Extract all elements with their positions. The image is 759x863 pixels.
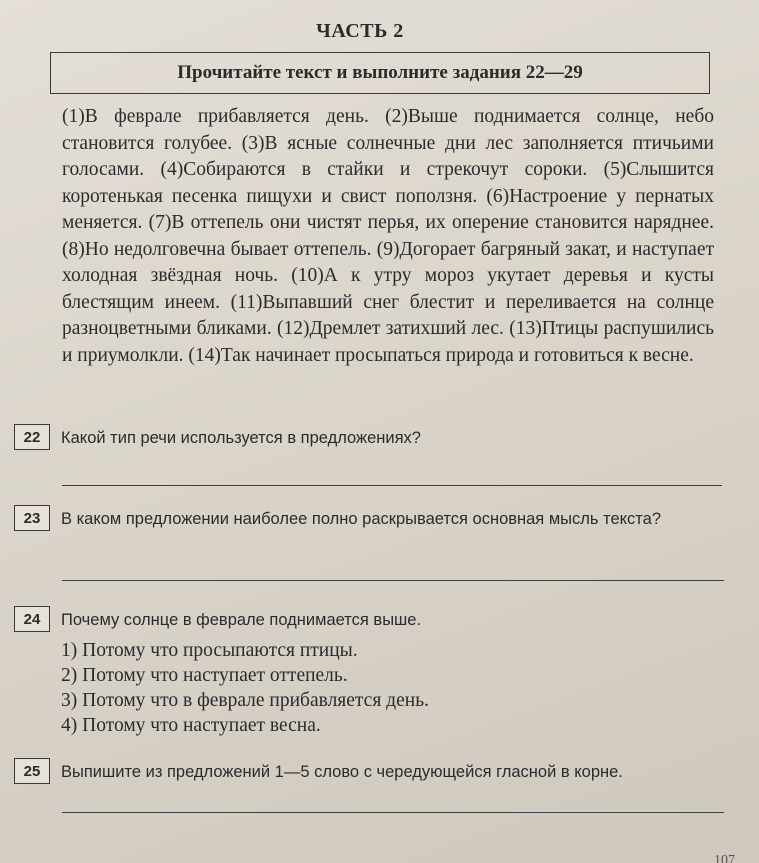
answer-line[interactable]: [62, 485, 722, 486]
task-question: Какой тип речи используется в предложениях?: [61, 429, 421, 447]
task-number: 24: [14, 606, 50, 632]
task-number: 22: [14, 424, 50, 450]
task-question: В каком предложении наиболее полно раскрывается основная мысль текста?: [61, 510, 662, 528]
reading-passage: (1)В феврале прибавляется день. (2)Выше поднимается солнце, небо становится голубее. (3)В ясные солнечные дни лес заполняется птичьими голосами. (4)Собираются в стайки и стрекочут сороки. (5)Слышится коротенькая песенка пищухи и свист поползня. (6)Настроение у пернатых меняется. (7)В оттепель они чистят перья, их оперение становится наряднее. (8)Но недолговечна бывает оттепель. (9)Догорает багряный закат, и наступает холодная звёздная ночь. (10)А к утру мороз укутает деревья и кусты блестящим инеем. (11)Выпавший снег блестит и переливается на солнце разноцветными бликами. (12)Дремлет затихший лес. (13)Птицы распушились и приумолкли. (14)Так начинает просыпаться природа и готовиться к весне.: [62, 106, 714, 366]
answer-line[interactable]: [62, 812, 724, 813]
part-title: ЧАСТЬ 2: [316, 20, 404, 42]
option-3[interactable]: 3) Потому что в феврале прибавляется день.: [61, 690, 429, 711]
instruction-box: [50, 52, 710, 94]
task-number: 25: [14, 758, 50, 784]
instruction-text: Прочитайте текст и выполните задания 22—29: [177, 62, 583, 83]
option-1[interactable]: 1) Потому что просыпаются птицы.: [61, 640, 358, 661]
task-number: 23: [14, 505, 50, 531]
task-question: Выпишите из предложений 1—5 слово с чередующейся гласной в корне.: [61, 763, 623, 781]
page-number: 107: [714, 853, 735, 863]
option-4[interactable]: 4) Потому что наступает весна.: [61, 715, 321, 736]
option-2[interactable]: 2) Потому что наступает оттепель.: [61, 665, 348, 686]
answer-line[interactable]: [62, 580, 724, 581]
task-question: Почему солнце в феврале поднимается выше.: [61, 611, 422, 629]
answer-options: [61, 638, 661, 738]
